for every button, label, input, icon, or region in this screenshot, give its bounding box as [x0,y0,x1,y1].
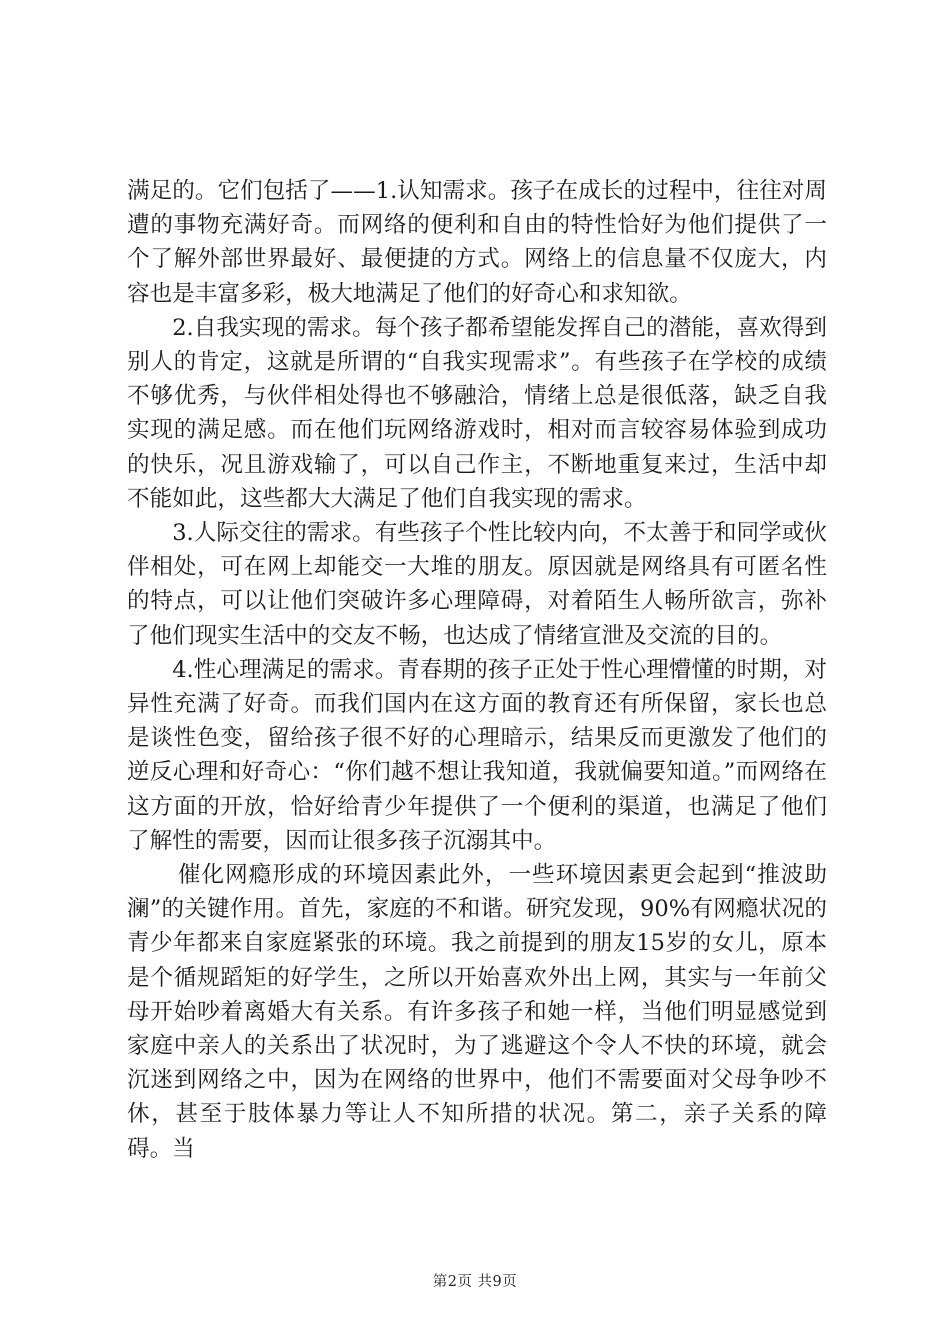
paragraph-social-needs: 3.人际交往的需求。有些孩子个性比较内向，不太善于和同学或伙伴相处，可在网上却能交一大堆的朋友。原因就是网络具有可匿名性的特点，可以让他们突破许多心理障碍，对着陌生人畅所欲言，弥补了他们现实生活中的交友不畅，也达成了情绪宣泄及交流的目的。 [127,520,827,649]
paragraph-environmental-factors: 催化网瘾形成的环境因素此外，一些环境因素更会起到“推波助澜”的关键作用。首先，家庭的不和谐。研究发现，90%有网瘾状况的青少年都来自家庭紧张的环境。我之前提到的朋友15岁的女儿，原本是个循规蹈矩的好学生，之所以开始喜欢外出上网，其实与一年前父母开始吵着离婚大有关系。有许多孩子和她一样，当他们明显感觉到家庭中亲人的关系出了状况时，为了逃避这个令人不快的环境，就会沉迷到网络之中，因为在网络的世界中，他们不需要面对父母争吵不休，甚至于肢体暴力等让人不知所措的状况。第二，亲子关系的障碍。当 [127,862,827,1162]
paragraph-self-actualization: 2.自我实现的需求。每个孩子都希望能发挥自己的潜能，喜欢得到别人的肯定，这就是所谓的“自我实现需求”。有些孩子在学校的成绩不够优秀，与伙伴相处得也不够融洽，情绪上总是很低落，缺乏自我实现的满足感。而在他们玩网络游戏时，相对而言较容易体验到成功的快乐，况且游戏输了，可以自己作主，不断地重复来过，生活中却不能如此，这些都大大满足了他们自我实现的需求。 [127,314,827,512]
body-text [127,174,827,1166]
page-footer: 第2页 共9页 [432,1274,518,1290]
paragraph-psychosexual-needs: 4.性心理满足的需求。青春期的孩子正处于性心理懵懂的时期，对异性充满了好奇。而我们国内在这方面的教育还有所保留，家长也总是谈性色变，留给孩子很不好的心理暗示，结果反而更激发了他们的逆反心理和好奇心：“你们越不想让我知道，我就偏要知道。”而网络在这方面的开放，恰好给青少年提供了一个便利的渠道，也满足了他们了解性的需要，因而让很多孩子沉溺其中。 [127,656,827,854]
paragraph-cognitive-needs: 满足的。它们包括了——1.认知需求。孩子在成长的过程中，往往对周遭的事物充满好奇。而网络的便利和自由的特性恰好为他们提供了一个了解外部世界最好、最便捷的方式。网络上的信息量不仅庞大，内容也是丰富多彩，极大地满足了他们的好奇心和求知欲。 [127,178,827,307]
